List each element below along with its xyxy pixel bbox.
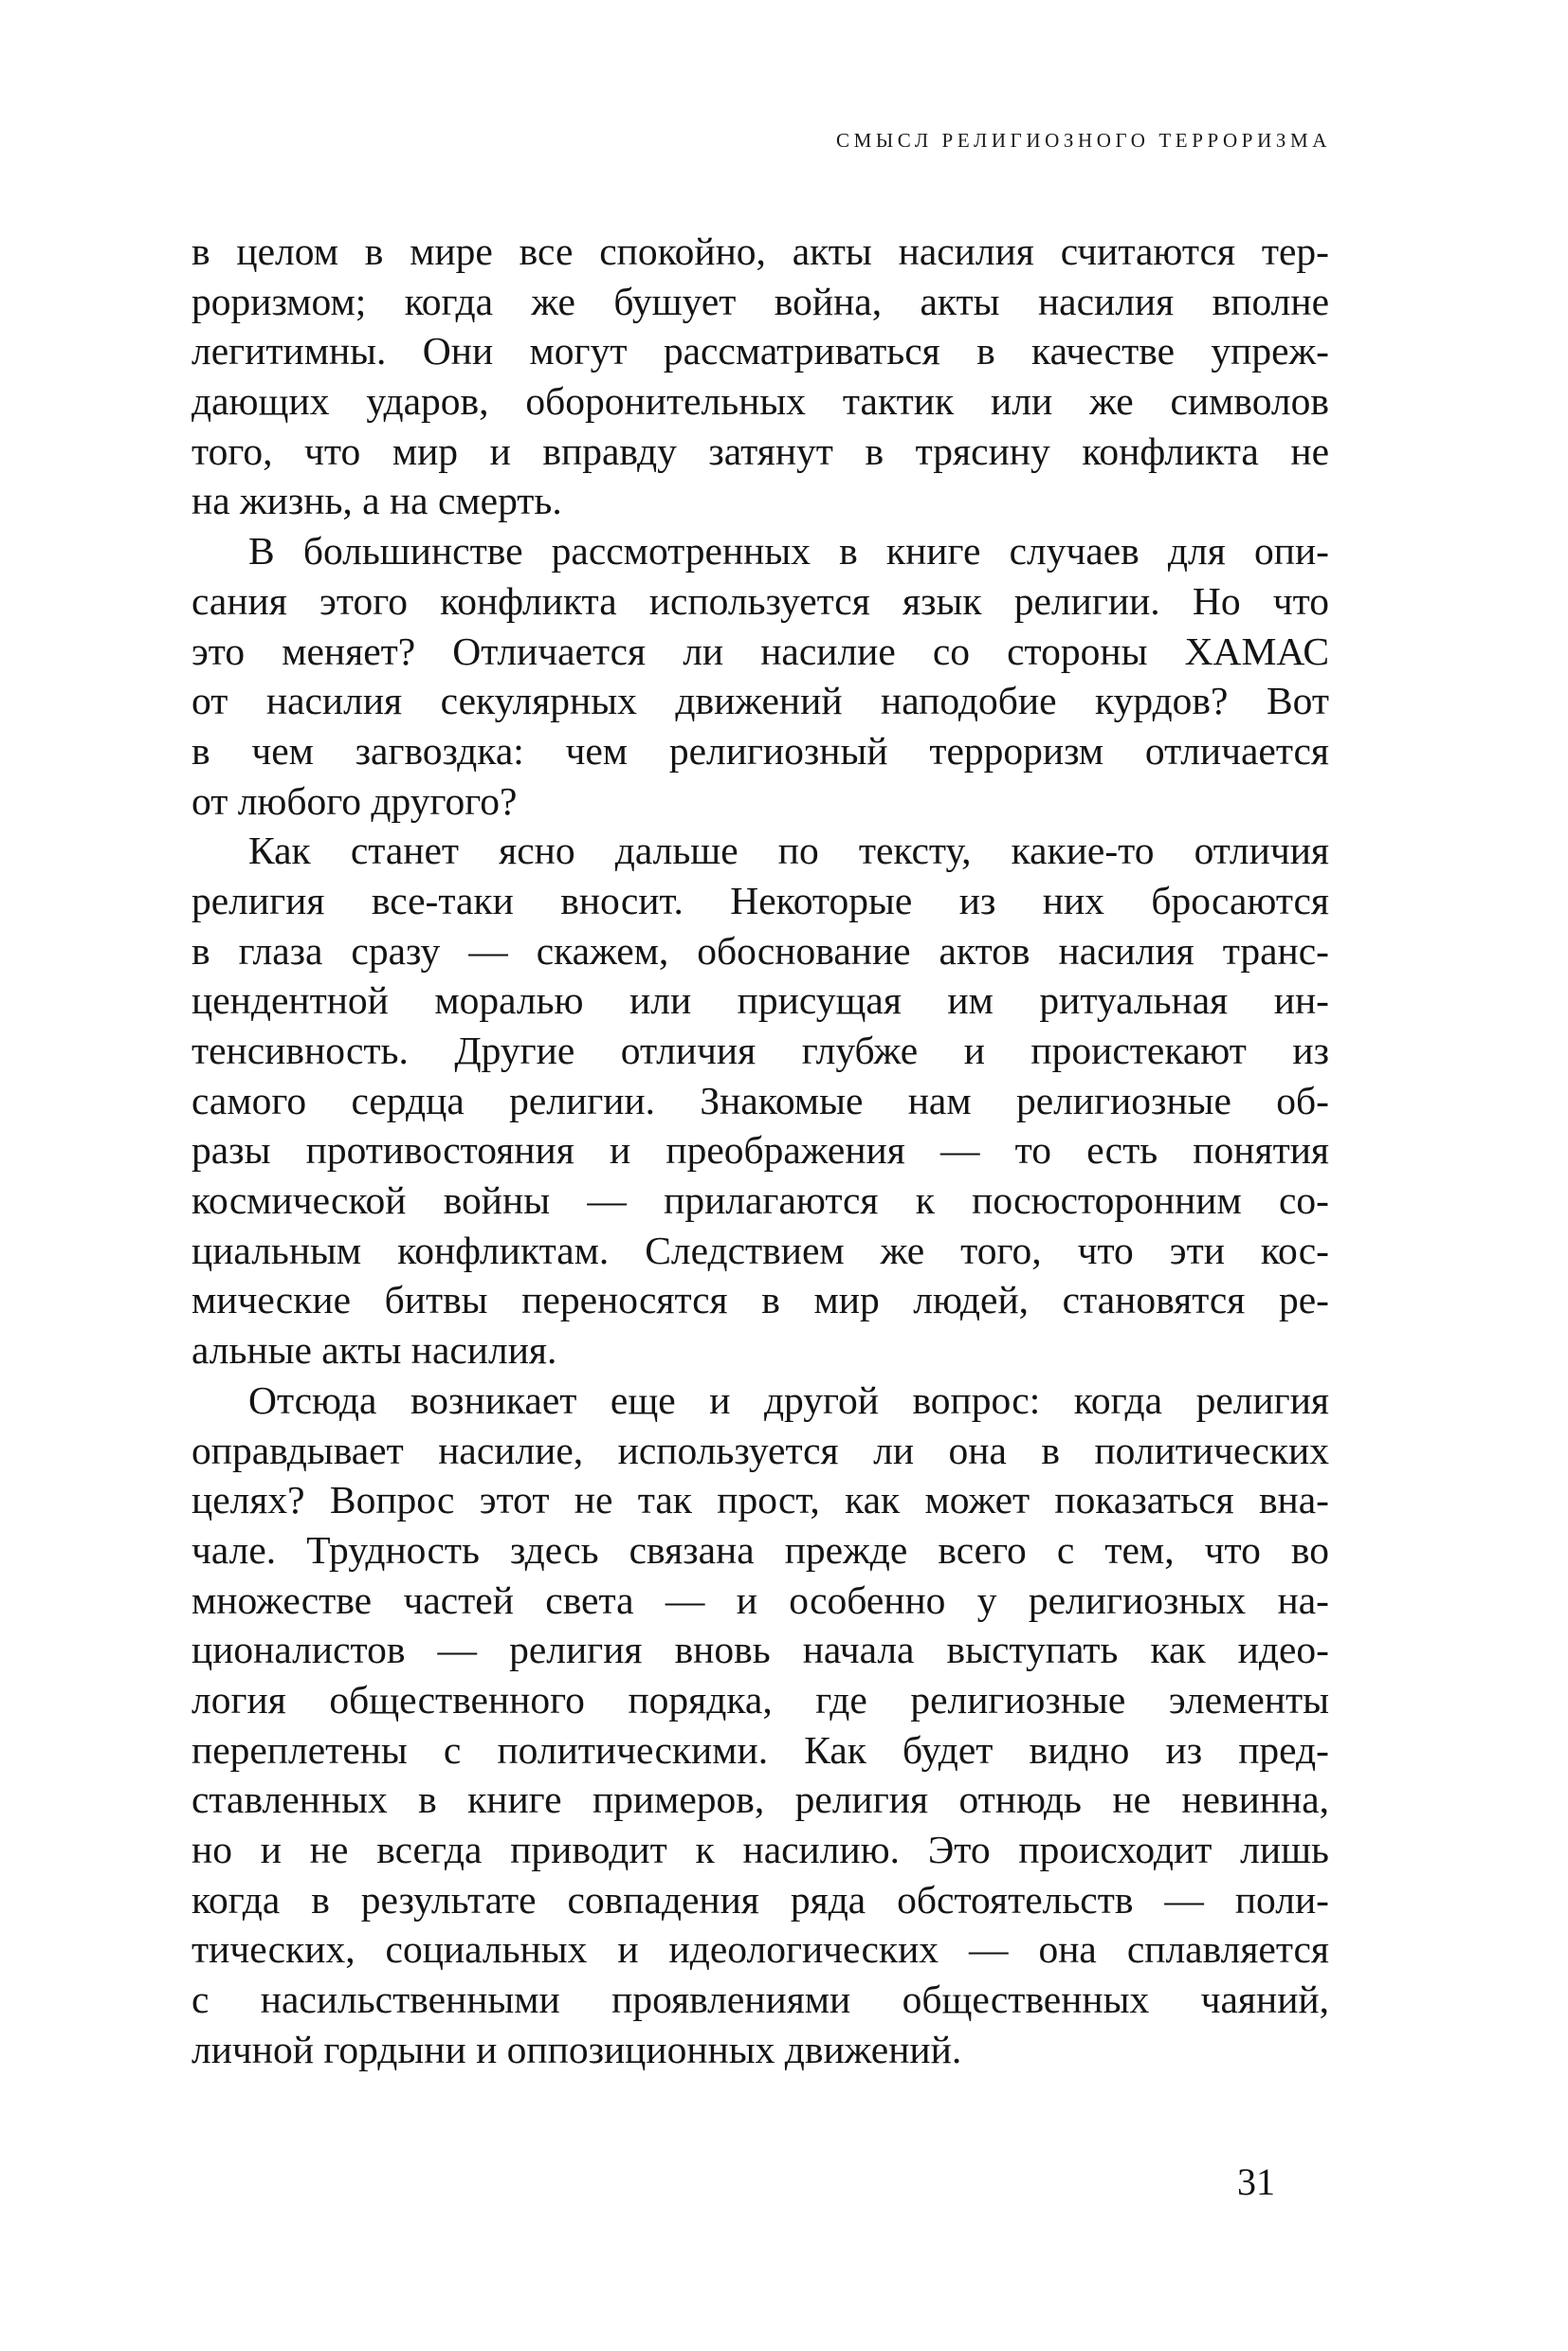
text-line: космической войны — прилагаются к посюсторонним со- xyxy=(191,1178,1329,1223)
text-line: ционалистов — религия вновь начала выступать как идео- xyxy=(191,1628,1329,1672)
text-line: разы противостояния и преображения — то есть понятия xyxy=(191,1128,1329,1173)
text-line: альные акты насилия. xyxy=(191,1328,557,1373)
text-line: с насильственными проявлениями общественных чаяний, xyxy=(191,1977,1329,2022)
text-line: В большинстве рассмотренных в книге случаев для опи- xyxy=(248,529,1329,574)
text-line: это меняет? Отличается ли насилие со стороны ХАМАС xyxy=(191,629,1329,673)
text-line: самого сердца религии. Знакомые нам религиозные об- xyxy=(191,1078,1329,1122)
text-line: но и не всегда приводит к насилию. Это происходит лишь xyxy=(191,1828,1329,1871)
text-line: множестве частей света — и особенно у религиозных на- xyxy=(191,1577,1329,1622)
text-line: сания этого конфликта используется язык религии. Но что xyxy=(191,578,1329,623)
text-line: логия общественного порядка, где религиозные элементы xyxy=(191,1677,1329,1722)
page-number: 31 xyxy=(1237,2160,1275,2203)
text-line: дающих ударов, оборонительных тактик или же символов xyxy=(191,379,1329,424)
text-line: цендентной моралью или присущая им ритуальная ин- xyxy=(191,978,1329,1023)
text-line: роризмом; когда же бушует война, акты насилия вполне xyxy=(191,279,1329,323)
text-line: циальным конфликтам. Следствием же того, что эти кос- xyxy=(191,1228,1329,1272)
paragraph-4 xyxy=(191,1376,1329,2075)
text-line: когда в результате совпадения ряда обстоятельств — поли- xyxy=(191,1877,1329,1922)
text-line: мические битвы переносятся в мир людей, становятся ре- xyxy=(191,1278,1329,1322)
text-line: на жизнь, а на смерть. xyxy=(191,479,562,523)
text-line: в целом в мире все спокойно, акты насилия считаются тер- xyxy=(191,229,1329,273)
paragraph-3 xyxy=(191,826,1329,1376)
text-line: в глаза сразу — скажем, обоснование актов насилия транс- xyxy=(191,928,1329,973)
text-line: целях? Вопрос этот не так прост, как может показаться вна- xyxy=(191,1478,1329,1522)
text-line: Как станет ясно дальше по тексту, какие-то отличия xyxy=(248,829,1329,873)
text-line: переплетены с политическими. Как будет видно из пред- xyxy=(191,1727,1329,1772)
text-line: того, что мир и вправду затянут в трясину конфликта не xyxy=(191,428,1329,473)
text-line: от насилия секулярных движений наподобие курдов? Вот xyxy=(191,679,1329,723)
text-line: легитимны. Они могут рассматриваться в качестве упреж- xyxy=(191,329,1329,374)
text-line: религия все-таки вносит. Некоторые из них бросаются xyxy=(191,878,1329,922)
text-line: Отсюда возникает еще и другой вопрос: когда религия xyxy=(248,1377,1329,1422)
text-line: чале. Трудность здесь связана прежде всего с тем, что во xyxy=(191,1527,1329,1572)
running-header: СМЫСЛ РЕЛИГИОЗНОГО ТЕРРОРИЗМА xyxy=(835,129,1331,152)
text-line: тенсивность. Другие отличия глубже и проистекают из xyxy=(191,1029,1329,1072)
text-line: личной гордыни и оппозиционных движений. xyxy=(191,2027,962,2071)
text-line: ставленных в книге примеров, религия отнюдь не невинна, xyxy=(191,1777,1329,1822)
text-line: тических, социальных и идеологических — она сплавляется xyxy=(191,1927,1329,1972)
paragraph-2 xyxy=(191,526,1329,826)
paragraph-1 xyxy=(191,227,1329,526)
text-line: в чем загвоздка: чем религиозный терроризм отличается xyxy=(191,728,1329,773)
body-text xyxy=(191,227,1329,2074)
text-line: оправдывает насилие, используется ли она в политических xyxy=(191,1428,1329,1472)
text-line: от любого другого? xyxy=(191,778,518,823)
